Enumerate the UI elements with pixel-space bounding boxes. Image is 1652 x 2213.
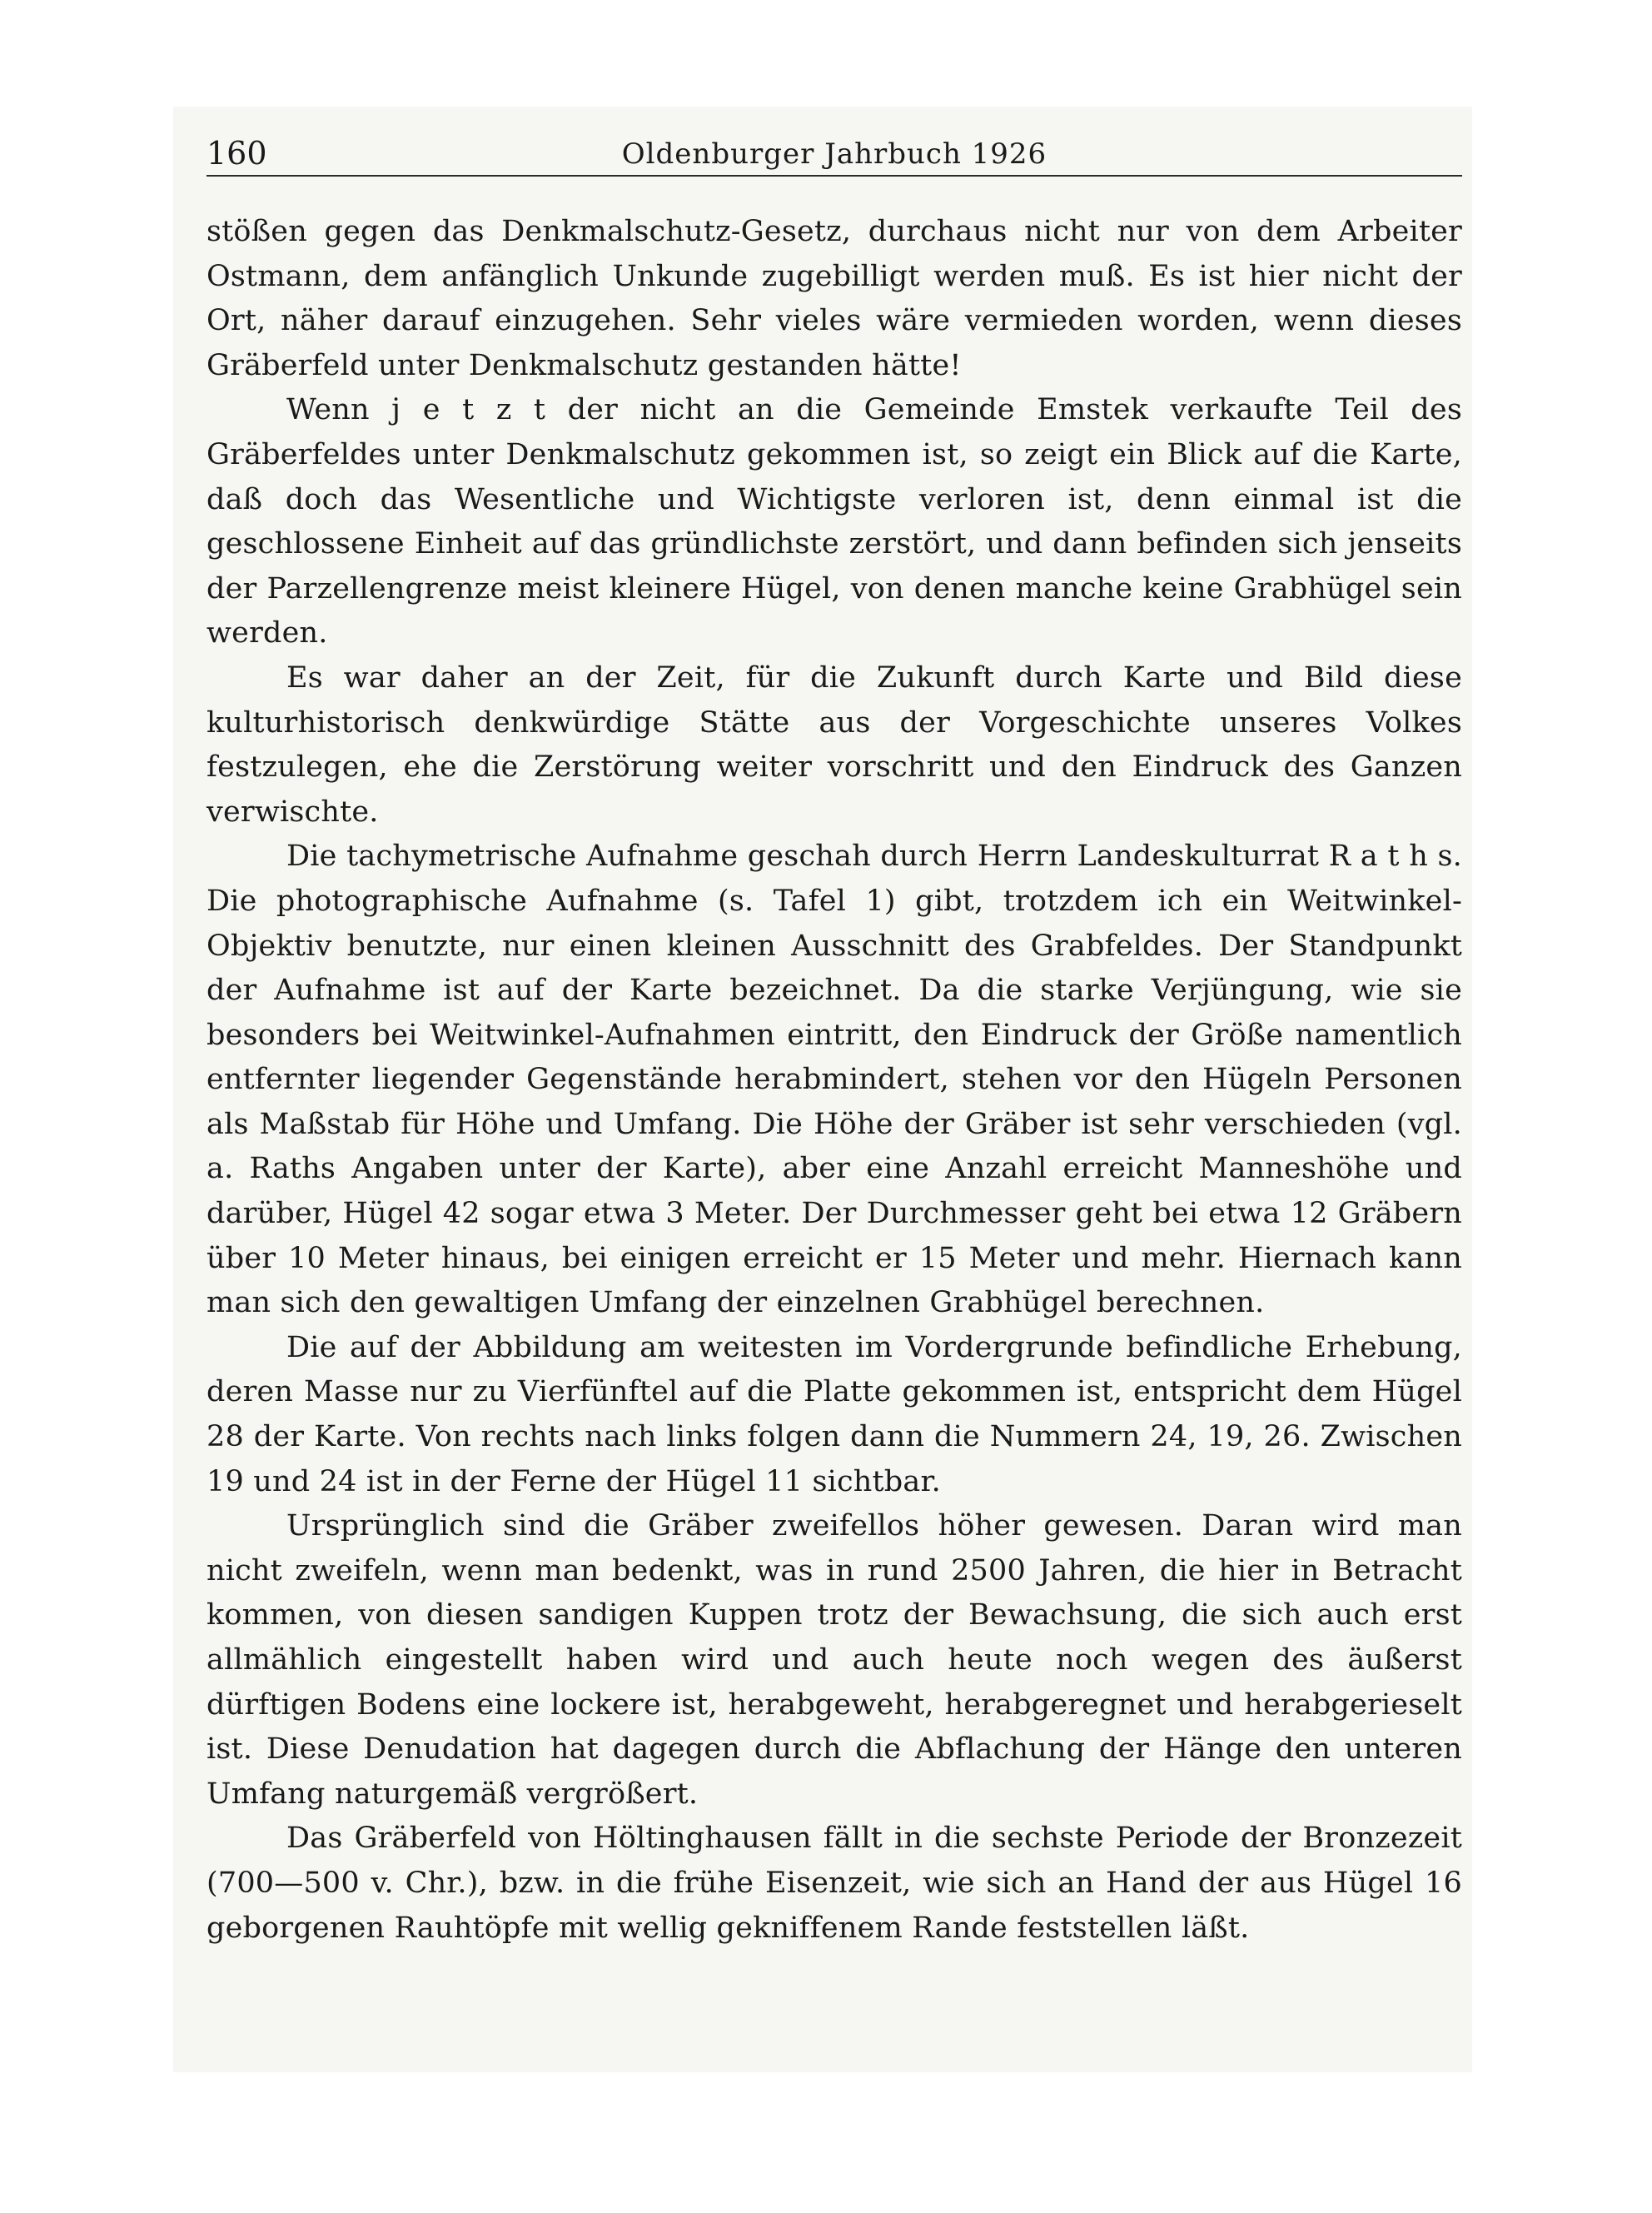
paragraph: Ursprünglich sind die Gräber zweifellos höher gewesen. Daran wird man nicht zweifeln, wenn man bedenkt, was in rund 2500 Jahren, die hier in Betracht kommen, von diesen sandigen Kuppen trotz der Bewachsung, die sich auch erst allmählich eingestellt haben wird und auch heute noch wegen des äußerst dürftigen Bodens eine lockere ist, herabgeweht, herabgeregnet und herabgerieselt ist. Diese Denudation hat dagegen durch die Abflachung der Hänge den unteren Umfang naturgemäß vergrößert. [206, 1509, 1462, 1811]
paragraph: Es war daher an der Zeit, für die Zukunft durch Karte und Bild diese kulturhistorisch denkwürdige Stätte aus der Vorgeschichte unseres Volkes festzulegen, ehe die Zerstörung weiter vorschritt und den Eindruck des Ganzen verwischte. [206, 660, 1462, 829]
paragraph: Das Gräberfeld von Höltinghausen fällt in die sechste Periode der Bronzezeit (700—500 v. Chr.), bzw. in die frühe Eisenzeit, wie sich an Hand der aus Hügel 16 geborgenen Rauhtöpfe mit wellig gekniffenem Rande feststellen läßt. [206, 1822, 1462, 1945]
page-header [206, 132, 1462, 177]
body-text [206, 210, 1462, 1951]
paragraph: Die tachymetrische Aufnahme geschah durch Herrn Landeskulturrat R a t h s. Die photographische Aufnahme (s. Tafel 1) gibt, trotzdem ich ein Weitwinkel-Objektiv benutzte, nur einen kleinen Ausschnitt des Grabfeldes. Der Standpunkt der Aufnahme ist auf der Karte bezeichnet. Da die starke Verjüngung, wie sie besonders bei Weitwinkel-Aufnahmen eintritt, den Eindruck der Größe namentlich entfernter liegender Gegenstände herabmindert, stehen vor den Hügeln Personen als Maßstab für Höhe und Umfang. Die Höhe der Gräber ist sehr verschieden (vgl. a. Raths Angaben unter der Karte), aber eine Anzahl erreicht Manneshöhe und darüber, Hügel 42 sogar etwa 3 Meter. Der Durchmesser geht bei etwa 12 Gräbern über 10 Meter hinaus, bei einigen erreicht er 15 Meter und mehr. Hiernach kann man sich den gewaltigen Umfang der einzelnen Grabhügel berechnen. [206, 840, 1462, 1320]
paragraph: stößen gegen das Denkmalschutz-Gesetz, durchaus nicht nur von dem Arbeiter Ostmann, dem anfänglich Unkunde zugebilligt werden muß. Es ist hier nicht der Ort, näher darauf einzugehen. Sehr vieles wäre vermieden worden, wenn dieses Gräberfeld unter Denkmalschutz gestanden hätte! [206, 215, 1462, 382]
paragraph: Die auf der Abbildung am weitesten im Vordergrunde befindliche Erhebung, deren Masse nur zu Vierfünftel auf die Platte gekommen ist, entspricht dem Hügel 28 der Karte. Von rechts nach links folgen dann die Nummern 24, 19, 26. Zwischen 19 und 24 ist in der Ferne der Hügel 11 sichtbar. [206, 1330, 1462, 1498]
page-number: 160 [206, 135, 267, 172]
paragraph: Wenn j e t z t der nicht an die Gemeinde Emstek verkaufte Teil des Gräberfeldes unter Denkmalschutz gekommen ist, so zeigt ein Blick auf die Karte, daß doch das Wesentliche und Wichtigste verloren ist, denn einmal ist die geschlossene Einheit auf das gründlichste zerstört, und dann befinden sich jenseits der Parzellengrenze meist kleinere Hügel, von denen manche keine Grabhügel sein werden. [206, 393, 1462, 650]
running-title: Oldenburger Jahrbuch 1926 [621, 137, 1047, 171]
